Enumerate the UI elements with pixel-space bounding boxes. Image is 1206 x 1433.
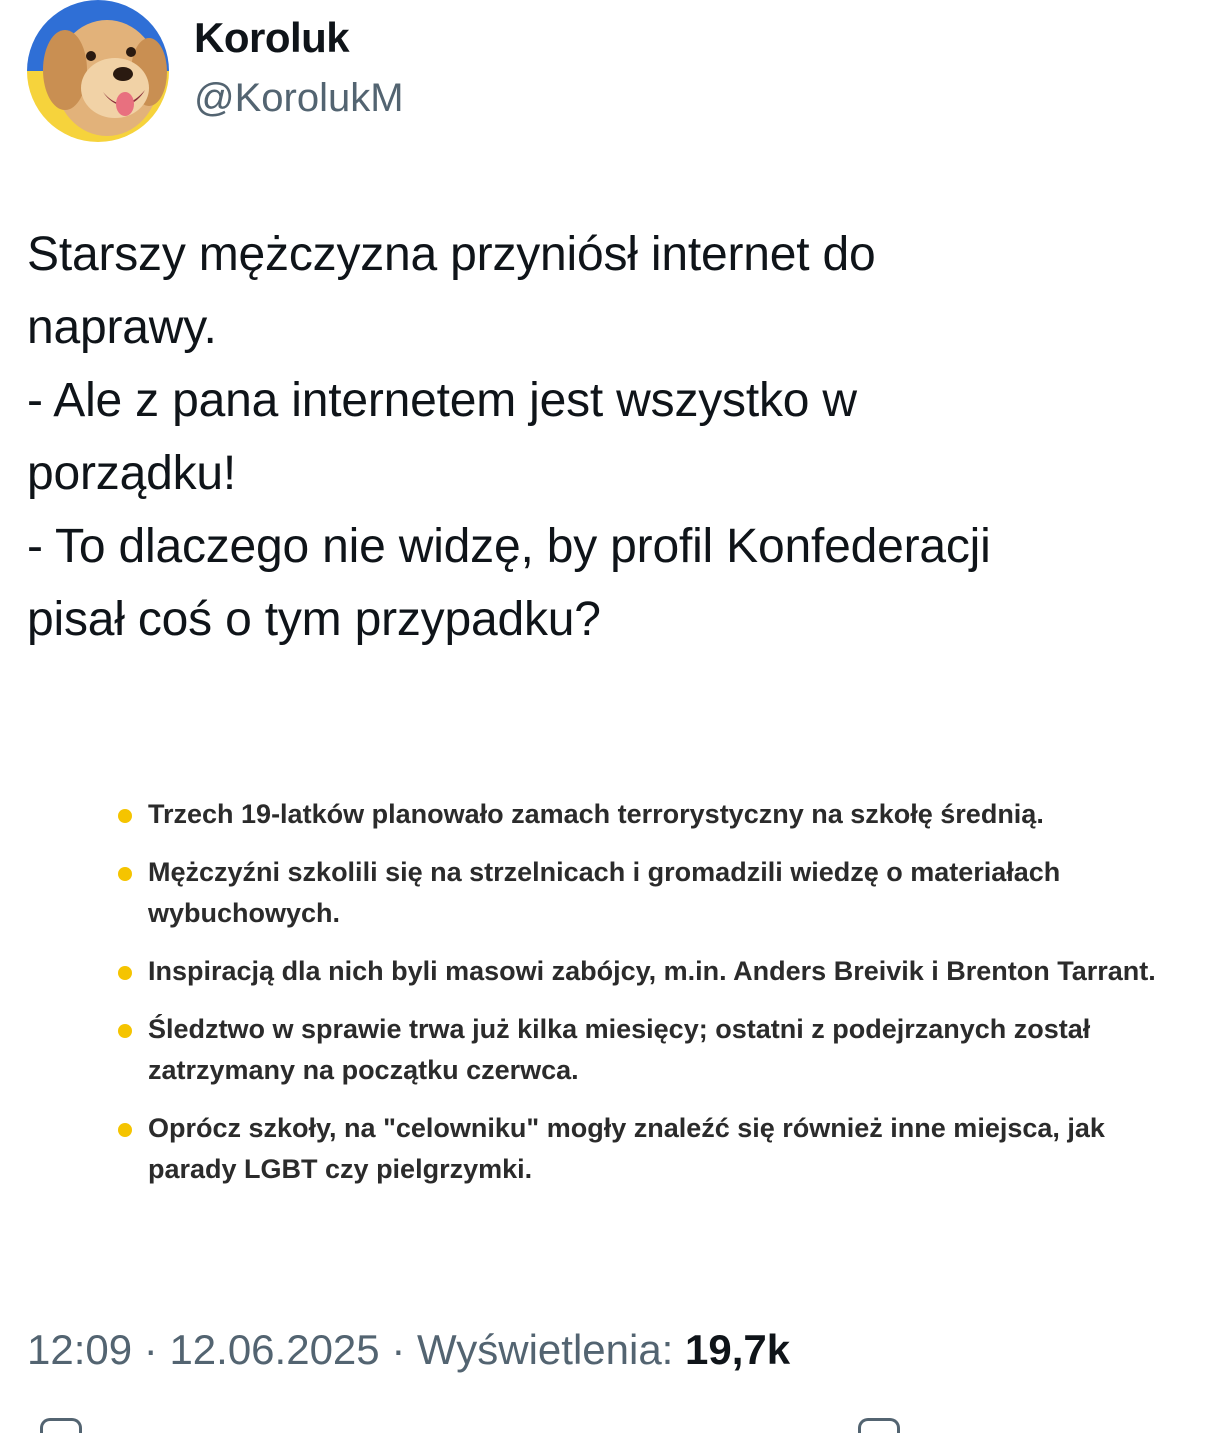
puppy-avatar-icon	[27, 0, 169, 142]
meta-separator: ·	[379, 1326, 417, 1373]
bullet-text: Śledztwo w sprawie trwa już kilka miesięcy; ostatni z podejrzanych został zatrzymany na początku czerwca.	[148, 1014, 1091, 1085]
author-avatar[interactable]	[27, 0, 169, 142]
bullet-item	[118, 1009, 1158, 1091]
tweet-time-link[interactable]	[27, 1326, 380, 1373]
tweet-date: 12.06.2025	[169, 1326, 380, 1373]
bullet-item	[118, 951, 1158, 992]
bullet-list	[118, 794, 1158, 1207]
bullet-text: Inspiracją dla nich byli masowi zabójcy, m.in. Anders Breivik i Brenton Tarrant.	[148, 956, 1156, 986]
bullet-item	[118, 794, 1158, 835]
tweet-meta	[27, 1320, 790, 1380]
bullet-dot-icon	[118, 1024, 132, 1038]
bullet-text: Trzech 19-latków planowało zamach terrorystyczny na szkołę średnią.	[148, 799, 1044, 829]
author-handle[interactable]: @KorolukM	[194, 76, 404, 120]
bullet-text: Oprócz szkoły, na "celowniku" mogły znaleźć się również inne miejsca, jak parady LGBT czy pielgrzymki.	[148, 1113, 1105, 1184]
tweet-text: Starszy mężczyzna przyniósł internet do naprawy. - Ale z pana internetem jest wszystko w porządku! - To dlaczego nie widzę, by profil Konfederacji pisał coś o tym przypadku?	[27, 228, 991, 646]
views-count: 19,7k	[685, 1326, 791, 1373]
author-display-name[interactable]: Koroluk	[194, 14, 350, 61]
bookmark-icon[interactable]	[858, 1418, 900, 1433]
bullet-dot-icon	[118, 809, 132, 823]
bullet-text: Mężczyźni szkolili się na strzelnicach i gromadzili wiedzę o materiałach wybuchowych.	[148, 857, 1061, 928]
bullet-item	[118, 1108, 1158, 1190]
bullet-item	[118, 852, 1158, 934]
tweet-image[interactable]	[96, 770, 1166, 1250]
tweet-time: 12:09	[27, 1326, 133, 1373]
bullet-dot-icon	[118, 1123, 132, 1137]
bullet-dot-icon	[118, 966, 132, 980]
bullet-dot-icon	[118, 867, 132, 881]
meta-separator: ·	[132, 1326, 170, 1373]
action-bar	[0, 1410, 1206, 1427]
tweet-header	[27, 0, 1177, 145]
views-label: Wyświetlenia:	[416, 1326, 686, 1373]
reply-icon[interactable]	[40, 1418, 82, 1433]
